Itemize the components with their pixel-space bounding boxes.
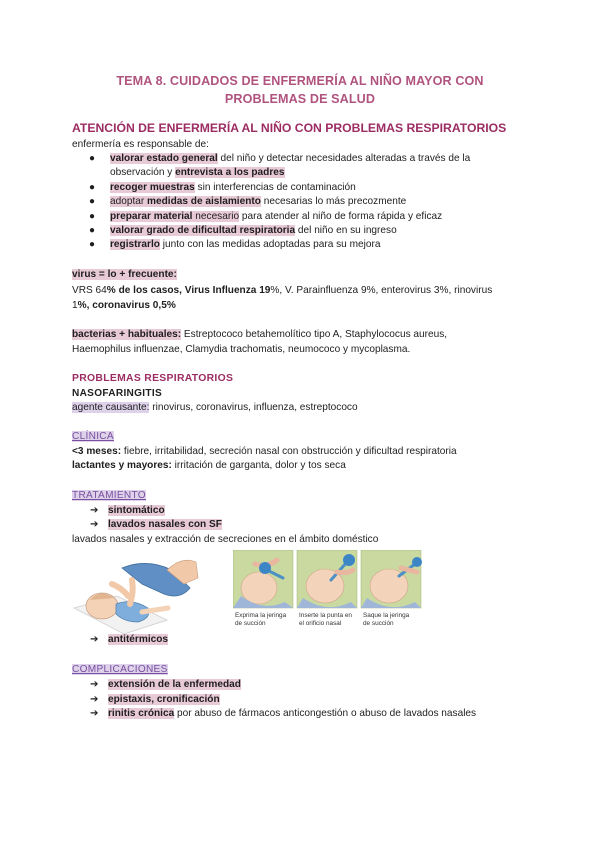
bullet-dot-icon: ● xyxy=(89,225,96,237)
bullet-dot-icon: ● xyxy=(89,196,96,208)
problems-heading: PROBLEMAS RESPIRATORIOS xyxy=(72,373,234,384)
bullet-dot-icon: ● xyxy=(89,153,96,164)
virus-stat: %, enterovirus 3 xyxy=(366,285,440,296)
virus-stat: % xyxy=(166,300,176,311)
title-line-2: PROBLEMAS DE SALUD xyxy=(224,92,376,106)
clinica-label: lactantes y mayores: xyxy=(72,460,172,471)
bullet-dot-icon: ● xyxy=(89,239,96,251)
list-item xyxy=(72,195,542,209)
clinica-text: fiebre, irritabilidad, secreción nasal con obstrucción y dificultad respiratoria xyxy=(121,446,457,457)
complication-item: extensión de la enfermedad xyxy=(108,679,241,690)
bacteria-label: bacterias + habituales: xyxy=(72,329,182,340)
list-item xyxy=(72,152,542,181)
bacteria-line-2: Haemophilus influenzae, Clamydia trachomatis, neumococo y mycoplasma. xyxy=(72,344,411,355)
complication-item: epistaxis, cronificación xyxy=(108,694,220,705)
bullet-strong: valorar grado de dificultad respiratoria xyxy=(110,225,296,237)
bullet-strong: medidas de aislamiento xyxy=(147,196,261,208)
bacteria-line-1 xyxy=(72,328,447,342)
caption-step-1-line-2: de succión xyxy=(235,620,266,627)
bullet-text: sin interferencias de contaminación xyxy=(194,181,356,193)
right-arrow-icon: ➔ xyxy=(90,505,99,516)
section-intro: enfermería es responsable de: xyxy=(72,139,209,150)
list-item xyxy=(72,181,542,195)
step-1-image xyxy=(233,550,293,608)
virus-label: virus = lo + frecuente: xyxy=(72,269,177,280)
virus-stat: %, coronavirus 0,5 xyxy=(77,300,167,311)
caption-step-3-line-2: de succión xyxy=(363,620,394,627)
complicaciones-heading-row xyxy=(72,663,168,677)
list-item xyxy=(90,633,168,647)
baby-positioning-illustration xyxy=(72,548,202,636)
tratamiento-heading: TRATAMIENTO xyxy=(72,490,146,501)
step-3-image xyxy=(361,550,422,608)
bacteria-text: Estreptococo betahemolítico tipo A, Staphylococus aureus, xyxy=(181,329,448,340)
treatment-item: sintomático xyxy=(108,505,165,516)
clinica-heading: CLÍNICA xyxy=(72,431,114,442)
clinica-label: <3 meses: xyxy=(72,446,122,457)
list-item xyxy=(72,238,542,252)
agent-text: rinovirus, coronavirus, influenza, estreptococo xyxy=(149,402,358,413)
bullet-text: junto con las medidas adoptadas para su mejora xyxy=(159,239,381,251)
treatment-item: lavados nasales con SF xyxy=(108,519,222,530)
virus-label-row xyxy=(72,268,177,282)
caption-step-3-line-1: Saque la jeringa xyxy=(363,612,410,619)
bullet-strong: preparar material xyxy=(110,210,193,222)
nasofaringitis-heading: NASOFARINGITIS xyxy=(72,388,163,399)
bullet-strong: recoger muestras xyxy=(110,181,195,193)
bullet-text: necesario xyxy=(192,210,240,222)
clinica-text: irritación de garganta, dolor y tos seca xyxy=(171,460,346,471)
bullet-strong: valorar estado general xyxy=(110,153,218,164)
bullet-text: necesarias lo más precozmente xyxy=(260,196,407,208)
virus-stat: %, rinovirus xyxy=(439,285,493,296)
right-arrow-icon: ➔ xyxy=(90,634,99,645)
bullet-text: del niño y detectar necesidades alteradas a través de la xyxy=(217,153,471,164)
right-arrow-icon: ➔ xyxy=(90,519,99,530)
section-heading-respiratory-care: ATENCIÓN DE ENFERMERÍA AL NIÑO CON PROBLEMAS RESPIRATORIOS xyxy=(72,121,507,135)
right-arrow-icon: ➔ xyxy=(90,694,99,705)
list-item xyxy=(90,707,476,721)
step-2-image xyxy=(297,550,357,608)
caption-step-2-line-2: el orificio nasal xyxy=(299,620,342,627)
bullet-text: para atender al niño de forma rápida y eficaz xyxy=(239,210,443,222)
virus-stat: %, V. Parainfluenza 9 xyxy=(270,285,367,296)
list-item xyxy=(90,504,165,518)
list-item xyxy=(90,693,220,707)
list-item xyxy=(90,518,222,532)
page-title xyxy=(60,72,540,108)
virus-stats-line-2 xyxy=(72,299,176,313)
bullet-dot-icon: ● xyxy=(89,210,96,222)
complication-text: por abuso de fármacos anticongestión o abuso de lavados nasales xyxy=(174,708,477,719)
clinica-heading-row xyxy=(72,430,114,444)
bullet-text: adoptar xyxy=(110,196,148,208)
list-item xyxy=(72,224,542,238)
bullet-text: observación y xyxy=(110,167,176,179)
bullet-dot-icon: ● xyxy=(89,181,96,193)
responsibilities-list xyxy=(72,152,542,253)
list-item xyxy=(72,210,542,224)
title-line-1: TEMA 8. CUIDADOS DE ENFERMERÍA AL NIÑO MAYOR CON xyxy=(116,74,484,88)
bullet-strong: registrarlo xyxy=(110,239,160,251)
nasal-aspiration-steps-illustration xyxy=(233,550,423,630)
virus-stat: 1 xyxy=(72,300,78,311)
list-item xyxy=(90,678,241,692)
clinica-row-1 xyxy=(72,445,457,459)
agent-label: agente causante: xyxy=(72,402,150,413)
right-arrow-icon: ➔ xyxy=(90,708,99,719)
caption-step-2-line-1: Inserte la punta en xyxy=(299,612,352,619)
complication-item: rinitis crónica xyxy=(108,708,175,719)
virus-stat: % de los casos, Virus Influenza 19 xyxy=(106,285,271,296)
agent-row xyxy=(72,401,358,415)
tratamiento-heading-row xyxy=(72,489,146,503)
clinica-row-2 xyxy=(72,459,346,473)
complicaciones-heading: COMPLICACIONES xyxy=(72,664,168,675)
treatment-note: lavados nasales y extracción de secreciones en el ámbito doméstico xyxy=(72,534,379,545)
virus-stats-line-1 xyxy=(72,284,492,298)
caption-step-1-line-1: Exprima la jeringa xyxy=(235,612,287,619)
virus-stat: VRS 64 xyxy=(72,285,107,296)
bullet-strong: entrevista a los padres xyxy=(175,167,285,179)
treatment-item: antitérmicos xyxy=(108,634,169,645)
right-arrow-icon: ➔ xyxy=(90,679,99,690)
bullet-text: del niño en su ingreso xyxy=(295,225,397,237)
